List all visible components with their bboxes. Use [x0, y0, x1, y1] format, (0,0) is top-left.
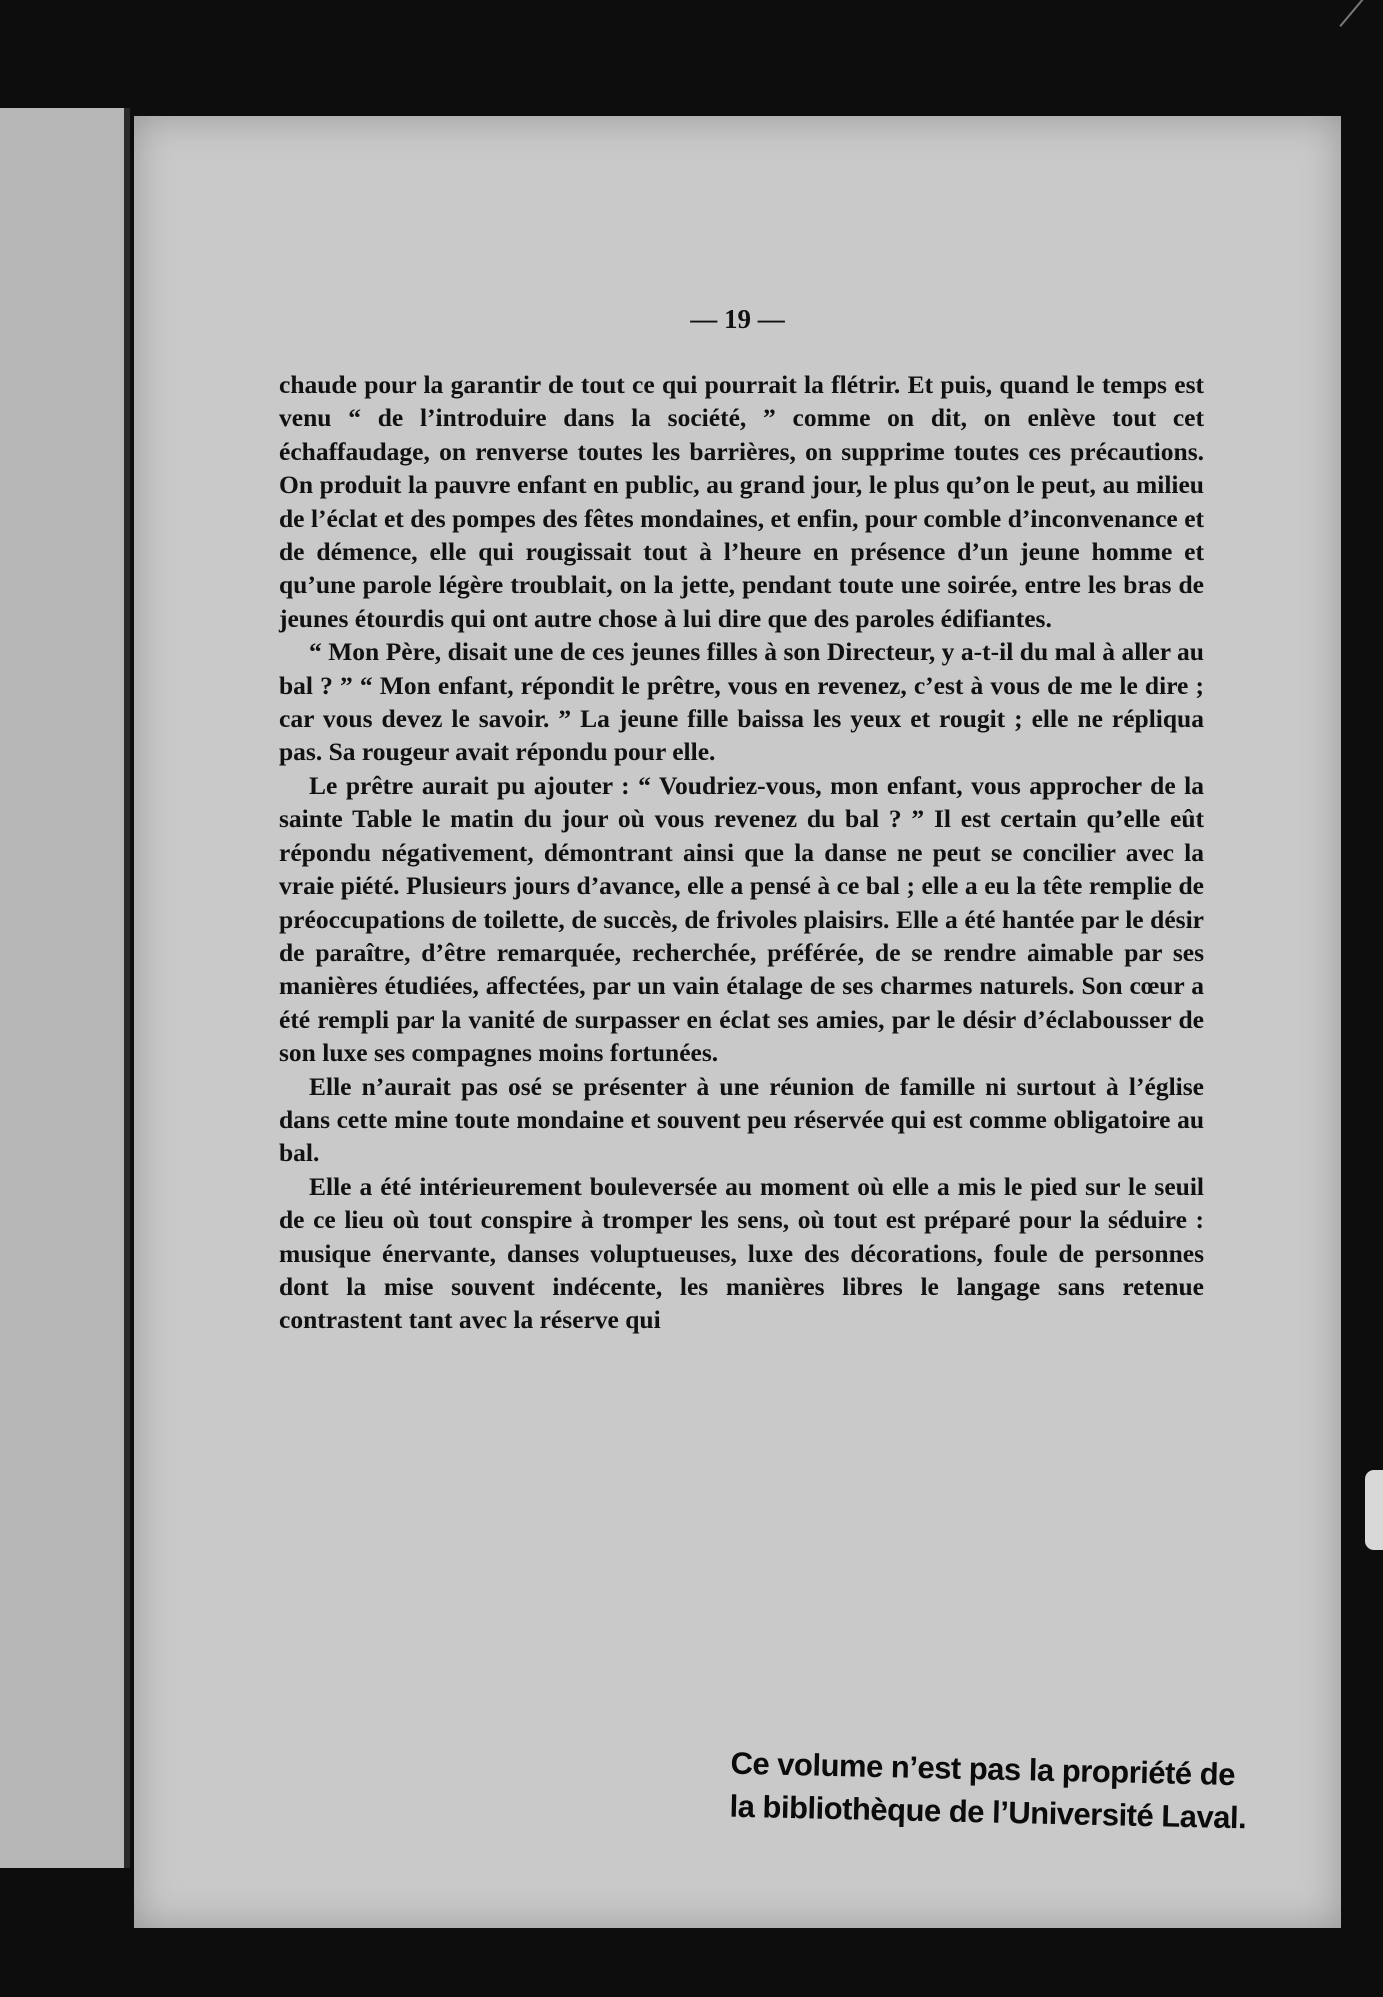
- paragraph-2: “ Mon Père, disait une de ces jeunes filles à son Directeur, y a-t-il du mal à aller au bal ? ” “ Mon enfant, répondit le prêtre, vous en revenez, c’est à vous de me le dire ; car vous devez le savoir. ” La jeune fille baissa les yeux et rougit ; elle ne répliqua pas. Sa rougeur avait répondu pour elle.: [279, 637, 1204, 767]
- book-page: [134, 116, 1341, 1928]
- page-number: — 19 —: [690, 304, 785, 334]
- page-body: [279, 368, 1204, 1337]
- facing-page-edge: [0, 108, 130, 1868]
- library-stamp: [729, 1742, 1291, 1841]
- corner-scan-mark: [1339, 0, 1366, 27]
- stamp-line-1: Ce volume n’est pas la propriété de: [730, 1745, 1236, 1793]
- stamp-line-2: la bibliothèque de l’Université Laval.: [729, 1788, 1247, 1836]
- edge-scan-mark: [1365, 1470, 1383, 1550]
- paragraph-4: Elle n’aurait pas osé se présenter à une réunion de famille ni surtout à l’église dans cette mine toute mondaine et souvent peu réservée qui est comme obligatoire au bal.: [279, 1071, 1204, 1168]
- paragraph-5: Elle a été intérieurement bouleversée au moment où elle a mis le pied sur le seuil de ce lieu où tout conspire à tromper les sens, où tout est préparé pour la séduire : musique énervante, danses voluptueuses, luxe des décorations, foule de personnes dont la mise souvent indécente, les manières libres le langage sans retenue contrastent tant avec la réserve qui: [279, 1171, 1204, 1335]
- paragraph-1: chaude pour la garantir de tout ce qui pourrait la flétrir. Et puis, quand le temps est venu “ de l’introduire dans la société, ” comme on dit, on enlève tout cet échaffaudage, on renverse toutes les barrières, on supprime toutes ces précautions. On produit la pauvre enfant en public, au grand jour, le plus qu’on le peut, au milieu de l’éclat et des pompes des fêtes mondaines, et enfin, pour comble d’inconvenance et de démence, elle qui rougissait tout à l’heure en présence d’un jeune homme et qu’une parole légère troublait, on la jette, pendant toute une soirée, entre les bras de jeunes étourdis qui ont autre chose à lui dire que des paroles édifiantes.: [279, 370, 1204, 633]
- paragraph-3: Le prêtre aurait pu ajouter : “ Voudriez-vous, mon enfant, vous approcher de la sainte Table le matin du jour où vous revenez du bal ? ” Il est certain qu’elle eût répondu négativement, démontrant ainsi que la danse ne peut se concilier avec la vraie piété. Plusieurs jours d’avance, elle a pensé à ce bal ; elle a eu la tête remplie de préoccupations de toilette, de succès, de frivoles plaisirs. Elle a été hantée par le désir de paraître, d’être remarquée, recherchée, préférée, de se rendre aimable par ses manières étudiées, affectées, par un vain étalage de ses charmes naturels. Son cœur a été rempli par la vanité de surpasser en éclat ses amies, par le désir d’éclabousser de son luxe ses compagnes moins fortunées.: [279, 770, 1204, 1068]
